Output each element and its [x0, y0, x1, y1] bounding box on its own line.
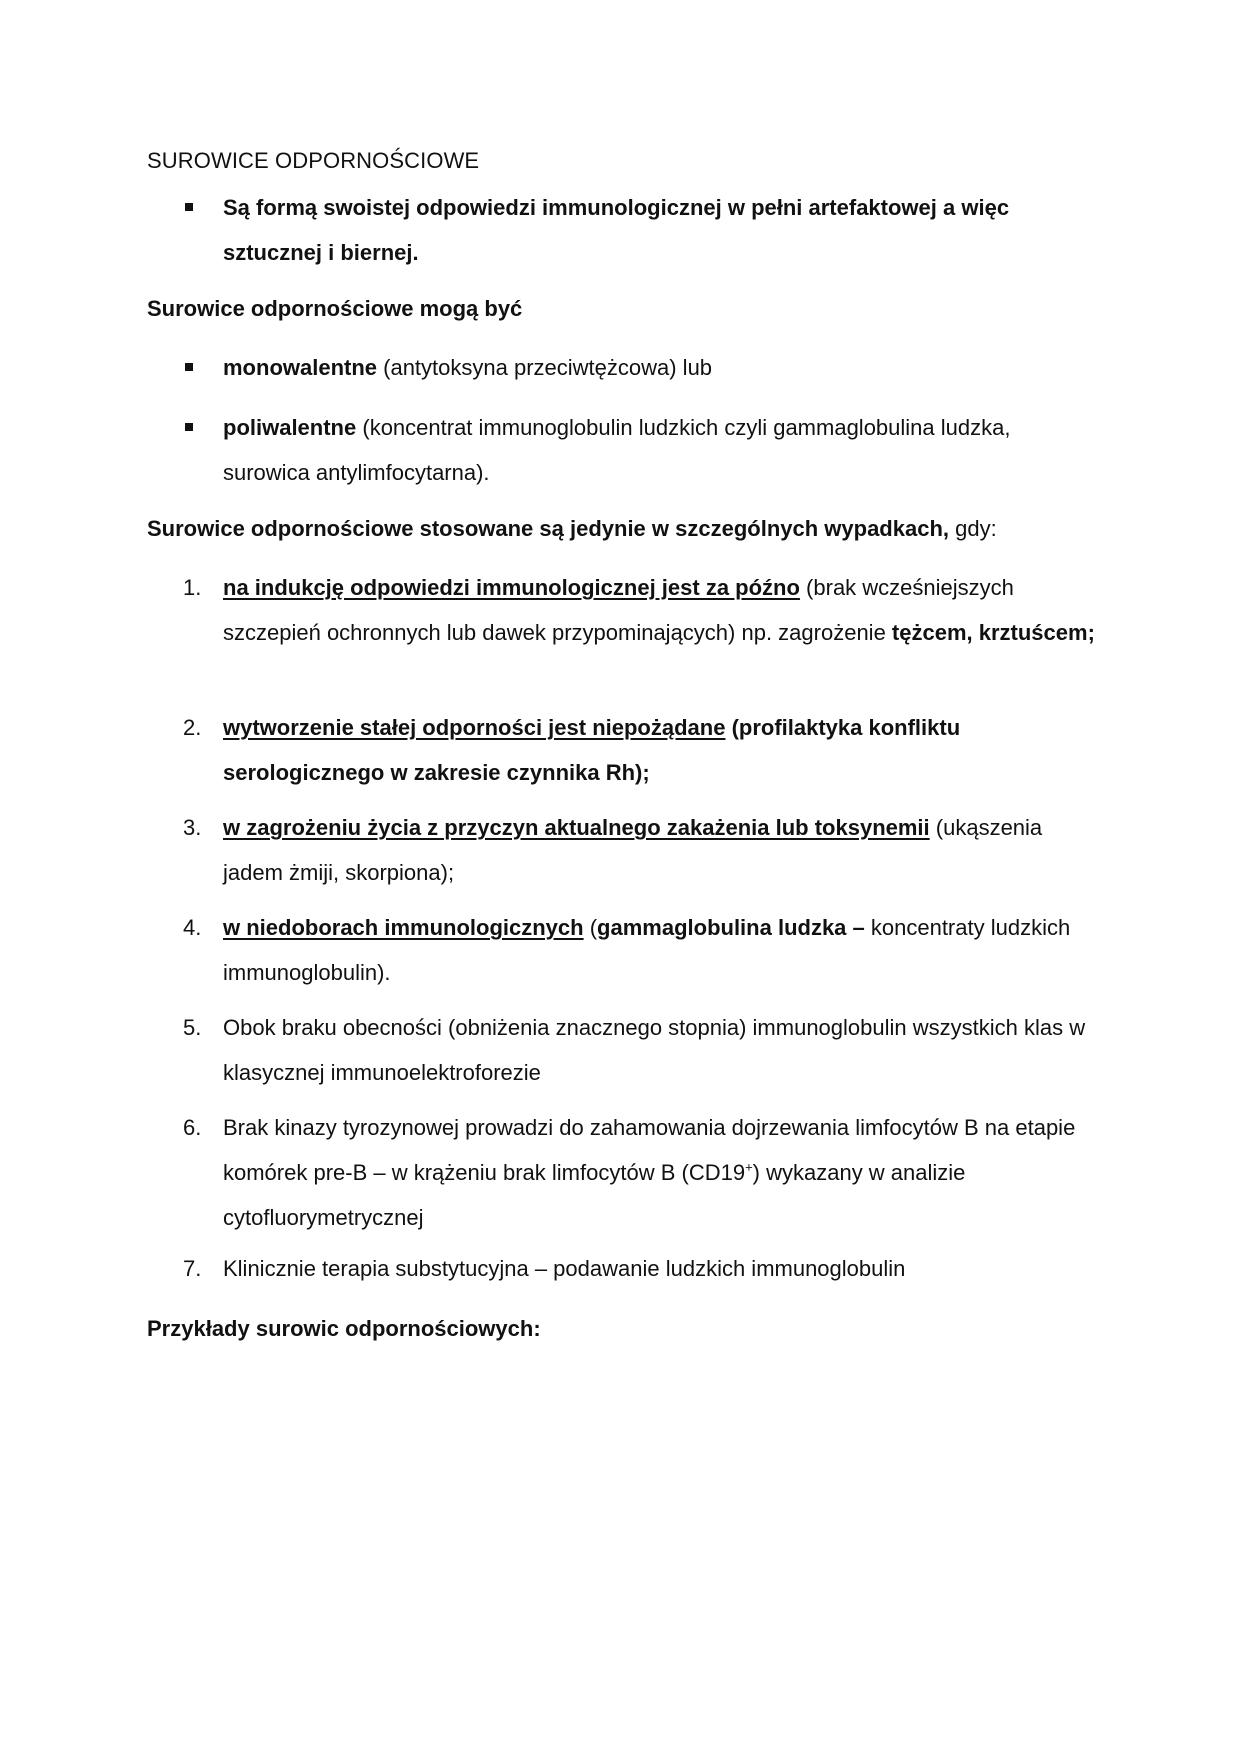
usage-item-5: [223, 1005, 1103, 1095]
usage-item-text: Obok braku obecności (obniżenia znacznego stopnia) immunoglobulin wszystkich klas w klasycznej immunoelektroforezie: [223, 1015, 1086, 1085]
usage-item-text-2: ) wykazany w analizie cytofluorymetrycznej: [223, 1160, 966, 1230]
bullet-marker: [185, 363, 193, 371]
usage-heading-rest: gdy:: [949, 516, 997, 541]
usage-item-2: [223, 705, 1103, 795]
usage-item-key: w niedoborach immunologicznych: [223, 915, 584, 940]
list-number: 6.: [183, 1115, 202, 1140]
usage-item-bold: (profilaktyka konfliktu serologicznego w zakresie czynnika Rh);: [223, 715, 961, 785]
usage-item-text: (ukąszenia jadem żmiji, skorpiona);: [223, 815, 1043, 885]
type-desc: (antytoksyna przeciwtężcowa) lub: [377, 355, 713, 380]
type-term: monowalentne: [223, 355, 378, 380]
list-number: 5.: [183, 1015, 202, 1040]
usage-item-6: [223, 1105, 1103, 1240]
usage-item-7: [223, 1246, 1103, 1291]
list-number: 1.: [183, 575, 202, 600]
list-number: 7.: [183, 1256, 202, 1281]
bullet-marker: [185, 423, 193, 431]
usage-item-3: [223, 805, 1103, 895]
list-number: 3.: [183, 815, 202, 840]
usage-item-text-2: koncentraty ludzkich immunoglobulin).: [223, 915, 1071, 985]
usage-item-key: w zagrożeniu życia z przyczyn aktualnego zakażenia lub toksynemii: [223, 815, 930, 840]
usage-item-text: (: [583, 915, 598, 940]
bullet-marker: [185, 203, 193, 211]
superscript-plus: +: [745, 1159, 753, 1175]
usage-item-1: [223, 565, 1103, 655]
intro-text: Są formą swoistej odpowiedzi immunologicznej w pełni artefaktowej a więc sztucznej i biernej.: [223, 195, 1010, 265]
examples-heading: Przykłady surowic odpornościowych:: [147, 1316, 541, 1341]
types-heading: Surowice odpornościowe mogą być: [147, 296, 523, 321]
type-desc: (koncentrat immunoglobulin ludzkich czyli gammaglobulina ludzka, surowica antylimfocytarna).: [223, 415, 1011, 485]
usage-heading-bold: Surowice odpornościowe stosowane są jedynie w szczególnych wypadkach,: [147, 516, 950, 541]
type-item-monovalent: [223, 345, 1103, 390]
usage-item-4: [223, 905, 1103, 995]
list-number: 4.: [183, 915, 202, 940]
page-title: SUROWICE ODPORNOŚCIOWE: [147, 148, 480, 173]
usage-item-text: (brak wcześniejszych szczepień ochronnych lub dawek przypominających) np. zagrożenie: [223, 575, 1014, 645]
usage-item-bold: tężcem, krztuścem;: [891, 620, 1095, 645]
usage-item-key: wytworzenie stałej odporności jest niepożądane: [223, 715, 726, 740]
type-term: poliwalentne: [223, 415, 357, 440]
usage-heading: [147, 516, 997, 542]
usage-item-key: na indukcję odpowiedzi immunologicznej jest za późno: [223, 575, 800, 600]
usage-item-bold: gammaglobulina ludzka –: [597, 915, 865, 940]
usage-item-text: Klinicznie terapia substytucyjna – podawanie ludzkich immunoglobulin: [223, 1256, 906, 1281]
type-item-polyvalent: [223, 405, 1103, 495]
usage-item-text: Brak kinazy tyrozynowej prowadzi do zahamowania dojrzewania limfocytów B na etapie komórek pre-B – w krążeniu brak limfocytów B (CD19: [223, 1115, 1076, 1185]
intro-bullet-text: [223, 185, 1103, 275]
list-number: 2.: [183, 715, 202, 740]
